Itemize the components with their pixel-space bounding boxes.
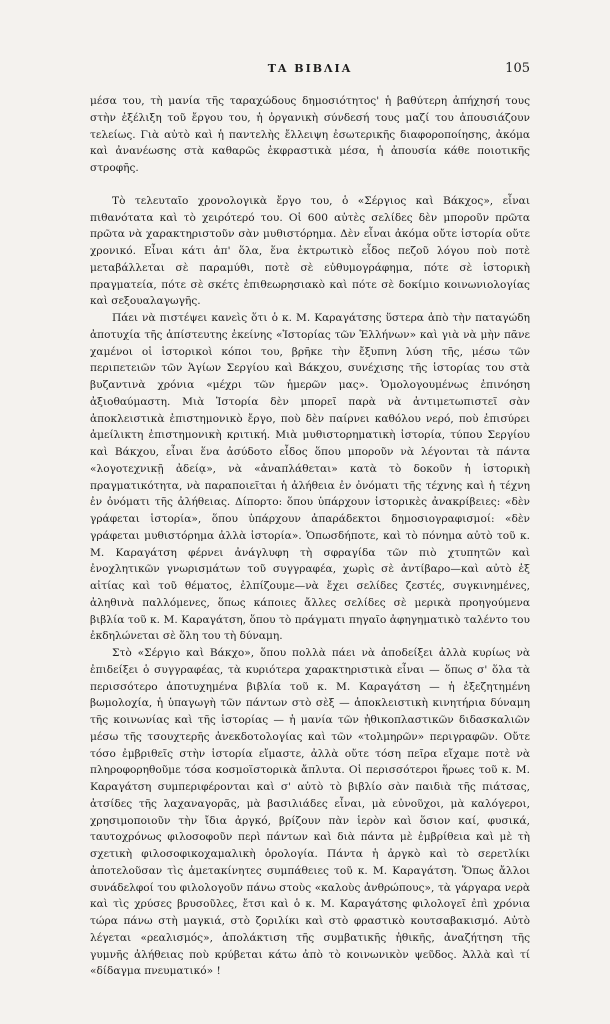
body-text xyxy=(90,93,530,980)
paragraph-1: μέσα του, τὴ μανία τῆς ταραχώδους δημοσιότητος' ἡ βαθύτερη ἀπήχησή τους στὴν ἐξέλιξη τοῦ ἔργου του, ἡ ὀργανικὴ σύνδεσή τους μαζί του ἀπουσιάζουν τελείως. Γιὰ αὐτὸ καὶ ἡ παντελὴς ἔλλειψη ἐσωτερικῆς διαφοροποίησης, ἀκόμα καὶ ἀνανέωσης στὰ καθαρῶς ἐκφραστικὰ μέσα, ἡ ἀπουσία κάθε ποιοτικῆς στροφῆς. xyxy=(90,95,530,174)
page-header xyxy=(90,62,530,80)
paragraph-3: Πάει νὰ πιστέψει κανεὶς ὅτι ὁ κ. Μ. Καραγάτσης ὕστερα ἀπὸ τὴν παταγώδη ἀποτυχία τῆς ἀπίστευτης ἐκείνης «Ἱστορίας τῶν Ἑλλήνων» καὶ γιὰ νὰ μὴν πᾶνε χαμένοι οἱ ἱστορικοὶ κόποι του, βρῆκε τὴν ἔξυπνη λύση τῆς, μέσω τῶν περιπετειῶν τῶν Ἁγίων Σεργίου καὶ Βάκχου, συνέχισης τῆς ἱστορίας του στὰ βυζαντινὰ χρόνια «μέχρι τῶν ἡμερῶν μας». Ὁμολογουμένως ἐπινόηση ἀξιοθαύμαστη. Μιὰ Ἱστορία δὲν μπορεῖ παρὰ νὰ ἀντιμετωπιστεῖ σὰν ἀποκλειστικὰ ἐπιστημονικὸ ἔργο, ποὺ δὲν παίρνει καθόλου νερό, ποὺ ἐπισύρει ἀμείλικτη ἐπιστημονικὴ κριτική. Μιὰ μυθιστορηματικὴ ἱστορία, τύπου Σεργίου καὶ Βάκχου, εἶναι ἕνα ἀσύδοτο εἶδος ὅπου μποροῦν νὰ λέγονται τὰ πάντα «λογοτεχνικῇ ἀδείᾳ», νὰ «ἀναπλάθεται» κατὰ τὸ δοκοῦν ἡ ἱστορικὴ πραγματικότητα, νὰ παραποιεῖται ἡ ἀλήθεια ἐν ὀνόματι τῆς τέχνης καὶ ἡ τέχνη ἐν ὀνόματι τῆς ἀλήθειας. Δίπορτο: ὅπου ὑπάρχουν ἱστορικὲς ἀνακρίβειες: «δὲν γράφεται ἱστορία», ὅπου ὑπάρχουν ἀπαράδεκτοι δημοσιογραφισμοί: «δὲν γράφεται μυθιστόρημα ἀλλὰ ἱστορία». Ὁπωσδήποτε, καὶ τὸ πόνημα αὐτὸ τοῦ κ. Μ. Καραγάτση φέρνει ἀνάγλυφη τὴ σφραγίδα τῶν πιὸ χτυπητῶν καὶ ἐνοχλητικῶν γνωρισμάτων τοῦ συγγραφέα, χωρὶς σὲ ἀντίβαρο—καὶ αὐτὸ ἐξ αἰτίας καὶ τοῦ θέματος, ἐλπίζουμε—νὰ ἔχει σελίδες ζεστές, συγκινημένες, ἀληθινὰ παλλόμενες, ὅπως κάποιες ἄλλες σελίδες σὲ μερικὰ προηγούμενα βιβλία τοῦ κ. Μ. Καραγάτση, ὅπου τὸ πράγματι πηγαῖο ἀφηγηματικὸ ταλέντο του ἐκδηλώνεται σὲ ὅλη του τὴ δύναμη. xyxy=(90,312,530,643)
page-number: 105 xyxy=(505,61,530,76)
paragraph-2: Τὸ τελευταῖο χρονολογικὰ ἔργο του, ὁ «Σέργιος καὶ Βάκχος», εἶναι πιθανότατα καὶ τὸ χειρότερό του. Οἱ 600 αὐτὲς σελίδες δὲν μποροῦν πρῶτα πρῶτα νὰ χαρακτηριστοῦν σὰν μυθιστόρημα. Δὲν εἶναι ἀκόμα οὔτε ἱστορία οὔτε χρονικό. Εἶναι κάτι ἀπ' ὅλα, ἕνα ἐκτρωτικὸ εἶδος πεζοῦ λόγου ποὺ ποτὲ μεταβάλλεται σὲ παραμύθι, ποτὲ σὲ εὐθυμογράφημα, πότε σὲ ἱστορικὴ πραγματεία, πότε σὲ σκέτς ἐπιθεωρησιακὸ καὶ πότε σὲ δοκίμιο κοινωνιολογίας καὶ σεξουαλαγωγῆς. xyxy=(90,194,530,308)
paragraph-4: Στὸ «Σέργιο καὶ Βάκχο», ὅπου πολλὰ πάει νὰ ἀποδείξει ἀλλὰ κυρίως νὰ ἐπιδείξει ὁ συγγραφέας, τὰ κυριότερα χαρακτηριστικὰ εἶναι — ὅπως σ' ὅλα τὰ περισσότερο ἀποτυχημένα βιβλία τοῦ κ. Μ. Καραγάτση — ἡ ἐξεζητημένη βωμολοχία, ἡ ὑπαγωγὴ τῶν πάντων στὸ σὲξ — ἀποκλειστικὴ κινητήρια δύναμη τῆς κοινωνίας καὶ τῆς ἱστορίας — ἡ μανία τῶν ἠθικοπλαστικῶν διδασκαλιῶν μέσω τῆς τσουχτερῆς ἀνεκδοτολογίας καὶ τῶν «τολμηρῶν» περιγραφῶν. Οὔτε τόσο ἐμβριθεῖς στὴν ἱστορία εἴμαστε, ἀλλὰ οὔτε τόση πεῖρα εἴχαμε ποτὲ νὰ πληροφορηθοῦμε τόσα κοσμοϊστορικὰ ἄπλυτα. Οἱ περισσότεροι ἥρωες τοῦ κ. Μ. Καραγάτση συμπεριφέρονται καὶ σ' αὐτὸ τὸ βιβλίο σὰν παιδιὰ τῆς πιάτσας, ἀτσίδες τῆς λαχαναγορᾶς, μὰ βασιλιάδες εἶναι, μὰ εὐνοῦχοι, μὰ καλόγεροι, χρησιμοποιοῦν τὴν ἴδια ἀργκό, βρίζουν πὰν ἱερὸν καὶ ὅσιον καί, φυσικά, ταυτοχρόνως φιλοσοφοῦν περὶ πάντων καὶ διὰ πάντα μὲ ἐμβρίθεια καὶ μὲ τὴ σχετικὴ φιλοσοφικοχαμαλικὴ ὁρολογία. Πάντα ἡ ἀργκὸ καὶ τὸ σερετλίκι ἀποτελοῦσαν τὶς ἀμετακίνητες συμπάθειες τοῦ κ. Μ. Καραγάτση. Ὅπως ἄλλοι συνάδελφοί του φιλολογοῦν πάνω στοὺς «καλοὺς ἀνθρώπους», τὰ γάργαρα νερὰ καὶ τὶς χρύσες βρυσοῦλες, ἔτσι καὶ ὁ κ. Μ. Καραγάτσης φιλολογεῖ ἐπὶ χρόνια τώρα πάνω στὴ μαγκιά, στὸ ζοριλίκι καὶ στὸ φραστικὸ κουτσαβακισμό. Αὐτὸ λέγεται «ρεαλισμός», ἀπολάκτιση τῆς συμβατικῆς ἠθικῆς, ἀναζήτηση τῆς γυμνῆς ἀλήθειας ποὺ κρύβεται κάτω ἀπὸ τὸ κοινωνικὸν ψεῦδος. Ἀλλὰ καὶ τί «δίδαγμα πνευματικό» ! xyxy=(90,647,530,978)
running-title: ΤΑ ΒΙΒΛΙΑ xyxy=(267,62,353,75)
